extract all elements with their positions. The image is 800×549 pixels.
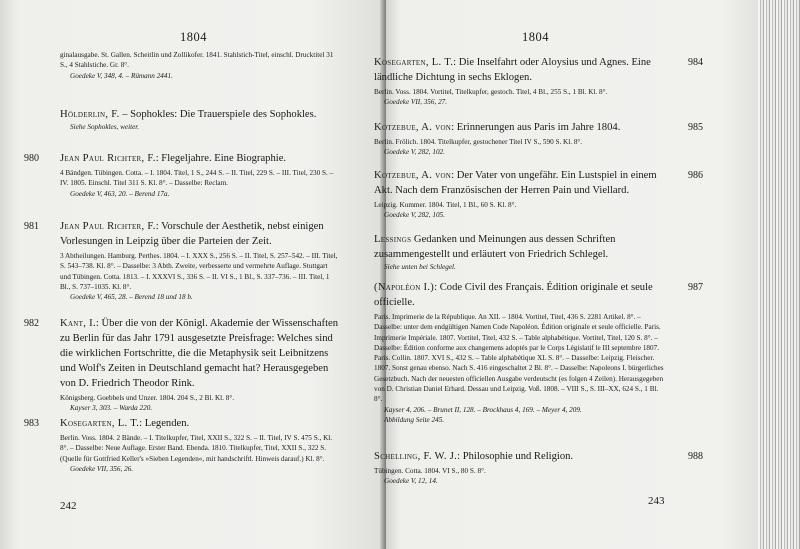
catalog-entry [374,168,668,221]
entry-details: Königsberg. Goebbels und Unzer. 1804. 204 S., 2 Bl. Kl. 8°. [60,394,235,402]
entry-details: 4 Bändgen. Tübingen. Cotta. – I. 1804. Titel, 1 S., 244 S. – II. Titel, 229 S. – III. Titel, 230 S. – IV. 1805. Einschl. Titel 311 S. Kl. 8°. – Dasselbe: Reclam. [60,169,334,188]
entry-reference: Siehe Sophokles, weiter. [70,123,140,131]
entry-title-text: : Legenden. [139,418,190,429]
entry-details: Leipzig. Kummer. 1804. Titel, 1 Bl., 60 S. Kl. 8°. [374,201,517,209]
entry-author: Jean Paul Richter, F. [60,153,156,164]
page-number: 242 [60,500,77,512]
catalog-entry [60,316,338,414]
entry-title-text: : Code Civil des Français. Édition originale et seule officielle. [374,282,653,308]
entry-title [374,168,668,198]
entry-reference: Goedeke V, 282, 102. [384,148,445,157]
catalog-entry [60,416,338,474]
entry-details: Berlin. Voss. 1804. 2 Bände. – I. Titelkupfer, Titel, XXII S., 322 S. – II. Titel, IV S. 475 S., Kl. 8°. – Dasselbe: Neue Auflage. Erster Band. Ebenda. 1810. Titelkupfer, Titel, XXII S., 322 S. (Quelle für Gottfried Keller's »Sieben Legenden«, mit handschriftl. Hinweis darauf.) Kl. 8°. [60,434,333,463]
entry-author: Jean Paul Richter, F. [60,221,156,232]
entry-reference: Kayser 3, 303. – Warda 220. [70,404,153,413]
entry-title-text: : Vorschule der Aesthetik, nebst einigen Vorlesungen in Leipzig über die Parteien der Zeit. [60,221,324,247]
entry-number: 981 [24,221,39,232]
entry-author: Kotzebue, A. von [374,170,452,181]
catalog-entry [374,280,668,425]
continuation-entry [60,48,338,81]
entry-title [374,280,668,310]
entry-author: Schelling, F. W. J. [374,451,458,462]
left-page [0,0,386,549]
entry-title [374,55,668,85]
entry-title [60,316,338,391]
entry-number: 987 [688,282,703,293]
right-page [374,0,758,549]
entry-reference: Goedeke V, 465, 28. – Berend 18 und 18 b. [70,293,193,302]
entry-title [60,219,338,249]
entry-reference: Goedeke V, 282, 105. [384,211,445,220]
catalog-entry [374,55,668,108]
catalog-entry [374,449,668,487]
entry-author: (Napoléon I.) [374,282,435,293]
entry-reference: Siehe unten bei Schlegel. [384,263,456,271]
entry-title-text: : Der Vater von ungefähr. Ein Lustspiel in einem Akt. Nach dem Französischen der Herren Pain und Viellard. [374,170,657,196]
entry-title-text: : Flegeljahre. Eine Biographie. [155,153,287,164]
entry-title [374,449,668,464]
page-header-year: 1804 [180,30,207,44]
catalog-entry [60,151,338,199]
entry-number: 986 [688,170,703,181]
entry-reference: Goedeke V, 463, 20. – Berend 17a. [70,189,170,198]
page-number: 243 [648,495,665,507]
entry-title [374,232,668,262]
entry-title-text: : Erinnerungen aus Paris im Jahre 1804. [451,122,621,133]
catalog-entry [374,120,668,158]
entry-title [374,120,668,135]
entry-details: Tübingen. Cotta. 1804. VI S., 80 S. 8°. [374,467,486,475]
entry-number: 980 [24,153,39,164]
entry-author: Hölderlin, F. [60,109,120,120]
entry-title [60,107,338,122]
entry-title-text: : Über die von der Königl. Akademie der Wissenschaften zu Berlin für das Jahr 1791 ausgesetzte Preisfrage: Welches sind die wirklichen Fortschritte, die die Metaphysik seit Leibnitzens und Wolf's Zeiten in Deutschland gemacht hat? Herausgegeben von D. Friedrich Theodor Rink. [60,318,339,389]
entry-details: Berlin. Voss. 1804. Vortitel, Titelkupfer, gestoch. Titel, 4 Bl., 255 S., 1 Bl. Kl. 8°. [374,88,608,96]
entry-number: 985 [688,122,703,133]
entry-number: 982 [24,318,39,329]
entry-details: Berlin. Frölich. 1804. Titelkupfer, gestochener Titel IV S., 590 S. Kl. 8°. [374,138,583,146]
entry-reference: Goedeke VII, 356, 26. [70,464,134,473]
entry-reference: Goedeke V, 12, 14. [384,477,438,486]
entry-reference: Goedeke V, 348, 4. – Rümann 2441. [70,71,173,80]
entry-reference: Goedeke VII, 356, 27. [384,98,448,107]
entry-title-text: – Sophokles: Die Trauerspiele des Sophokles. [119,109,317,120]
entry-number: 984 [688,57,703,68]
entry-author: Kosegarten, L. T. [60,418,140,429]
entry-details: 3 Abtheilungen. Hamburg. Perthes. 1804. – I. XXX S., 256 S. – II. Titel, S. 257–542. – III. Titel, S. 543–738. Kl. 8°. – Dasselbe: 3 Abth. Zweite, verbesserte und vermehrte Auflage. Stuttgart und Tübingen. Cotta. 1813. – I. XXXVI S., 336 S. – II. VI S., 1 Bl., S. 337–736. – III. Titel, 1 Bl., S. 737–1035. Kl. 8°. [60,252,338,291]
entry-illustration-note: Abbildung Seite 245. [384,415,445,424]
book-page-edges [758,0,800,549]
entry-title-text: : Die Inselfahrt oder Aloysius und Agnes. Eine ländliche Dichtung in sechs Eklogen. [374,57,651,83]
page-header-year: 1804 [522,30,549,44]
entry-author: Kotzebue, A. von [374,122,452,133]
entry-number: 983 [24,418,39,429]
entry-details: ginalausgabe. St. Gallen. Scheitlin und Zollikofer. 1841. Stahlstich-Titel, einschl. Drucktitel 31 S., 4 Stahlstiche. Gr. 8°. [60,51,334,70]
entry-title [60,151,338,166]
entry-title-text: Gedanken und Meinungen aus dessen Schriften zusammengestellt und erläutert von Friedrich Schlegel. [374,234,616,260]
entry-author: Kant, I. [60,318,96,329]
catalog-entry [60,219,338,302]
entry-number: 988 [688,451,703,462]
entry-details: Paris. Imprimerie de la République. An XII. – 1804. Vortitel, Titel, 436 S. 2281 Artikel. 8°. – Dasselbe: unter dem endgültigen Namen Code Napoléon. Édition originale et seule officielle. Paris. Imprimerie Impériale. 1807. Vortitel, Titel, 432 S. – Table alphabétique. Vortitel, Titel, 120 S. 8°. – Dasselbe: Édition conforme aux changemens adoptés par le Corps Législatif le III septembre 1807. Paris. Collin. 1807. XVI S., 432 S. – Table alphabétique XL S. 8°. – Dasselbe: Leipzig. Fleischer. 1807. Sonst genau ebenso. Nach S. 416 eingeschaltet 2 Bl. 8°. – Dasselbe: Napoleons I. bürgerliches Gesetzbuch. Nach der neuesten officiellen Ausgabe verdeutscht (es folgen 4 Zeilen). Herausgegeben von D. Christian Daniel Erhard. Dessau und Leipzig. Voß. 1808. – VIII S., S. III–XX, 624 S., 1 Bl. 8°. [374,313,664,404]
entry-reference: Kayser 4, 206. – Brunet II, 128. – Brockhaus 4, 169. – Meyer 4, 209. [384,405,582,414]
entry-author: Lessings [374,234,412,245]
catalog-entry [374,232,668,272]
catalog-entry [60,107,338,132]
entry-author: Kosegarten, L. T. [374,57,454,68]
entry-title-text: : Philosophie und Religion. [457,451,574,462]
entry-title [60,416,338,431]
